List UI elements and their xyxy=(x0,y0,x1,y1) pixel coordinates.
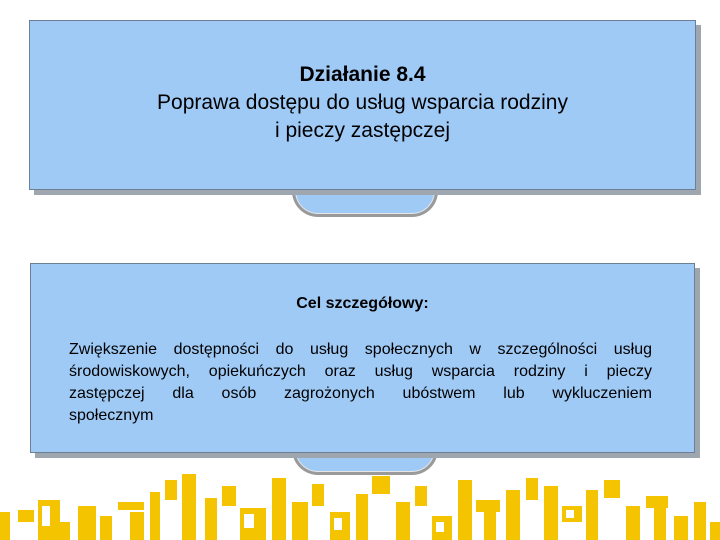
decor-shape xyxy=(476,500,500,512)
decor-shape xyxy=(586,490,598,540)
decor-shape xyxy=(118,502,144,510)
decor-shape xyxy=(396,502,410,540)
decor-shape xyxy=(415,486,427,506)
action-number: Działanie 8.4 xyxy=(299,63,426,86)
decor-shape xyxy=(182,474,196,540)
decor-shape xyxy=(292,502,308,540)
objective-text xyxy=(69,339,652,427)
decor-shape xyxy=(222,486,236,506)
decor-shape xyxy=(372,476,390,494)
decor-shape xyxy=(458,480,472,540)
decor-shape xyxy=(506,490,520,540)
decor-shape xyxy=(18,510,34,522)
decor-cutout xyxy=(244,514,254,528)
decor-shape xyxy=(484,512,496,540)
decor-shape xyxy=(674,516,688,540)
decor-shape xyxy=(150,492,160,540)
decor-shape xyxy=(272,478,286,540)
decor-shape xyxy=(526,478,538,500)
objective-line: środowiskowych, opiekuńczych oraz usług wsparcia rodziny i pieczy xyxy=(69,363,652,380)
decor-shape xyxy=(604,480,620,498)
decor-shape xyxy=(356,494,368,540)
action-title xyxy=(30,61,695,145)
decor-shape xyxy=(0,512,10,540)
decor-shape xyxy=(654,508,666,540)
decor-shape xyxy=(205,498,217,540)
decor-shape xyxy=(130,512,144,540)
decor-shape xyxy=(78,506,96,540)
decor-cutout xyxy=(42,506,50,526)
objective-heading: Cel szczegółowy: xyxy=(296,295,429,312)
objective-line: społecznym xyxy=(69,407,154,424)
decor-shape xyxy=(626,506,640,540)
decor-shape xyxy=(646,496,668,508)
action-title-box xyxy=(29,20,696,190)
decor-shape xyxy=(60,522,70,540)
objective-line: Zwiększenie dostępności do usług społecznych w szczególności usług xyxy=(69,341,652,358)
decor-shape xyxy=(100,516,112,540)
decor-shape xyxy=(544,486,558,540)
objective-box xyxy=(30,263,695,453)
decor-shape xyxy=(165,480,177,500)
decorative-yellow-shapes xyxy=(0,472,720,540)
decor-cutout xyxy=(566,510,574,518)
decor-shape xyxy=(694,502,706,540)
decor-shape xyxy=(312,484,324,506)
objective-line: zastępczej dla osób zagrożonych ubóstwem lub wykluczeniem xyxy=(69,385,652,402)
decor-cutout xyxy=(436,522,444,532)
decor-shape xyxy=(710,522,720,540)
action-name-line2: i pieczy zastępczej xyxy=(274,119,451,142)
action-name-line1: Poprawa dostępu do usług wsparcia rodziny xyxy=(157,91,568,114)
decor-cutout xyxy=(334,518,342,530)
